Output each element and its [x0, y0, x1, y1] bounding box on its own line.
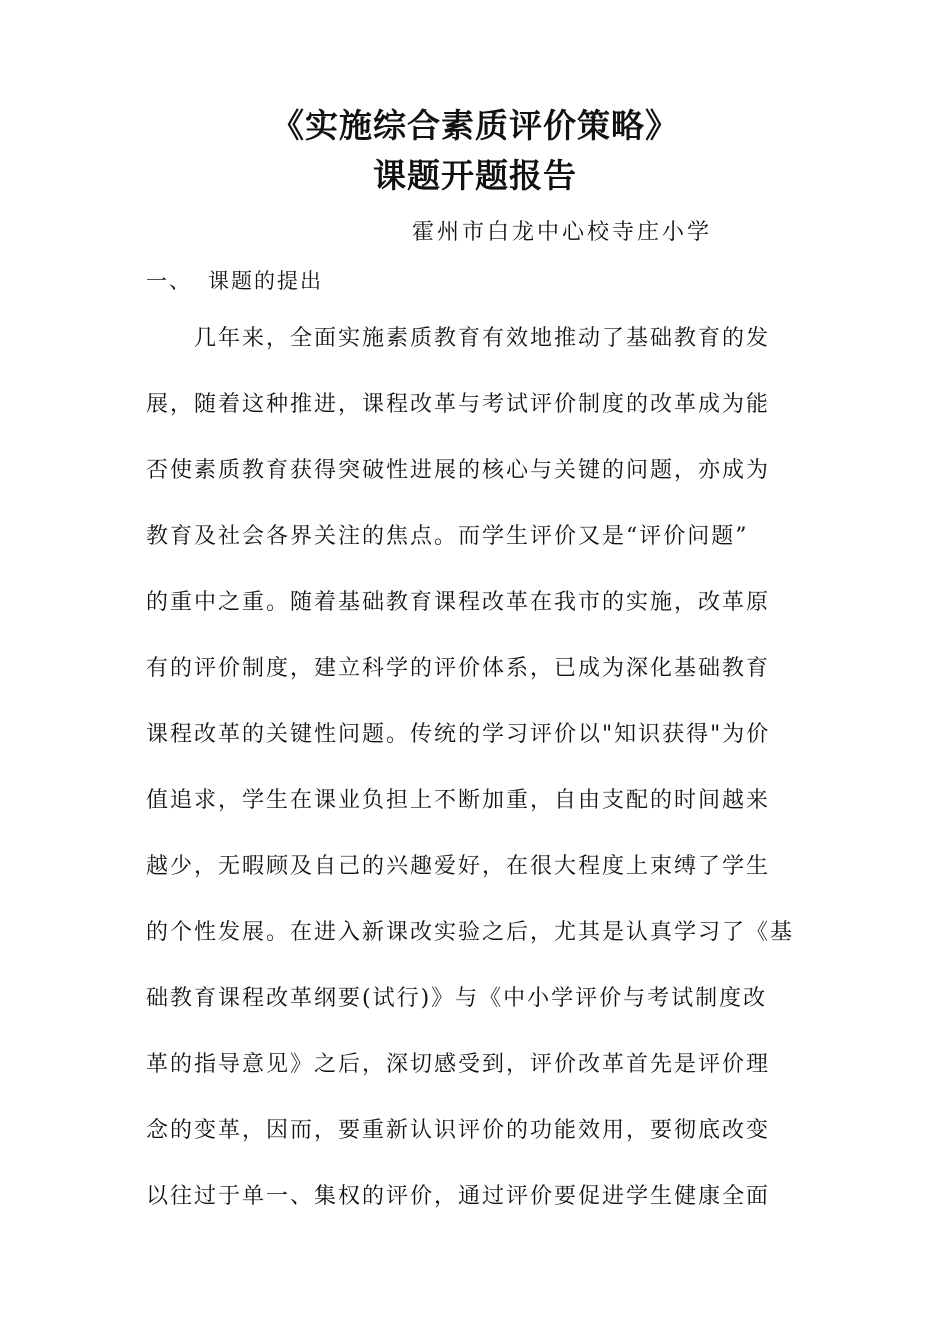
paragraph-line: 越少，无暇顾及自己的兴趣爱好，在很大程度上束缚了学生 [146, 854, 771, 879]
paragraph-line: 础教育课程改革纲要(试行)》与《中小学评价与考试制度改 [146, 986, 768, 1011]
author-school: 霍州市白龙中心校寺庄小学 [412, 220, 713, 245]
title-line-2: 课题开题报告 [373, 156, 577, 195]
paragraph-line: 有的评价制度，建立科学的评价体系，已成为深化基础教育 [146, 656, 771, 681]
section-title: 课题的提出 [208, 269, 323, 293]
paragraph-line: 教育及社会各界关注的焦点。而学生评价又是“评价问题” [146, 524, 749, 549]
title-line-1: 《实施综合素质评价策略》 [271, 106, 679, 145]
paragraph-line: 的重中之重。随着基础教育课程改革在我市的实施，改革原 [146, 590, 771, 615]
paragraph-line: 以往过于单一、集权的评价，通过评价要促进学生健康全面 [146, 1184, 771, 1209]
paragraph-line: 念的变革，因而，要重新认识评价的功能效用，要彻底改变 [146, 1118, 771, 1143]
section-heading [146, 266, 323, 296]
paragraph-line: 几年来，全面实施素质教育有效地推动了基础教育的发 [146, 326, 771, 351]
section-number: 一、 [146, 269, 192, 293]
body-paragraph [146, 306, 811, 1230]
paragraph-line: 否使素质教育获得突破性进展的核心与关键的问题，亦成为 [146, 458, 771, 483]
paragraph-line: 展，随着这种推进，课程改革与考试评价制度的改革成为能 [146, 392, 771, 417]
paragraph-line: 课程改革的关键性问题。传统的学习评价以"知识获得"为价 [146, 722, 771, 747]
paragraph-line: 值追求，学生在课业负担上不断加重，自由支配的时间越来 [146, 788, 771, 813]
paragraph-line: 的个性发展。在进入新课改实验之后，尤其是认真学习了《基 [146, 920, 795, 945]
paragraph-line: 革的指导意见》之后，深切感受到，评价改革首先是评价理 [146, 1052, 771, 1077]
